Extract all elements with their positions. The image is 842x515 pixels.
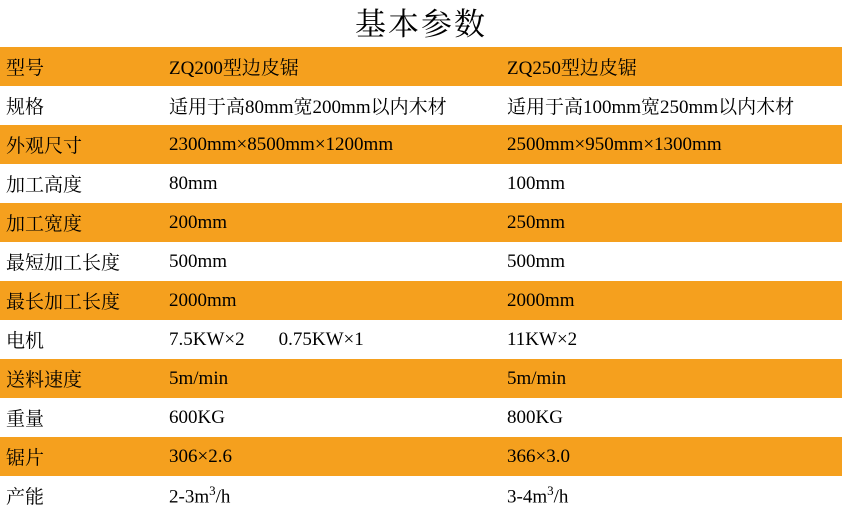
row-label: 最短加工长度 [0,242,163,281]
row-value-model-a [163,476,501,515]
table-row [0,320,842,359]
row-value-model-a [163,320,501,359]
row-value-model-b: 2000mm [501,281,842,320]
capacity-b-main: 3-4m [507,486,548,508]
row-label: 电机 [0,320,163,359]
row-value-model-a: 2300mm×8500mm×1200mm [163,125,501,164]
row-value-model-a: 2000mm [163,281,501,320]
table-row [0,164,842,203]
capacity-a-main: 2-3m [169,486,210,508]
capacity-a-unit: /h [215,486,231,508]
row-label: 加工宽度 [0,203,163,242]
row-value-model-b: 800KG [501,398,842,437]
row-label: 重量 [0,398,163,437]
table-row [0,398,842,437]
capacity-b-exponent: 3 [547,482,554,498]
table-row [0,86,842,125]
table-row [0,281,842,320]
motor-secondary-value: 0.75KW×1 [278,328,364,350]
row-value-model-b: 2500mm×950mm×1300mm [501,125,842,164]
row-label: 型号 [0,47,163,86]
row-value-model-b: 5m/min [501,359,842,398]
row-label: 最长加工长度 [0,281,163,320]
capacity-b-unit: /h [553,486,569,508]
row-value-model-b: 100mm [501,164,842,203]
specifications-table [0,47,842,515]
table-row [0,125,842,164]
row-value-model-b: 366×3.0 [501,437,842,476]
row-value-model-a: 600KG [163,398,501,437]
motor-main-value: 7.5KW×2 [169,328,245,350]
row-label: 外观尺寸 [0,125,163,164]
table-row [0,476,842,515]
page-title: 基本参数 [355,7,487,42]
row-value-model-a: 200mm [163,203,501,242]
capacity-a-exponent: 3 [209,482,216,498]
row-value-model-b: 适用于高100mm宽250mm以内木材 [501,86,842,125]
row-value-model-b: 500mm [501,242,842,281]
row-value-model-b: 250mm [501,203,842,242]
row-label: 加工高度 [0,164,163,203]
row-value-model-a: 500mm [163,242,501,281]
row-value-model-a: 5m/min [163,359,501,398]
row-label: 锯片 [0,437,163,476]
table-row [0,242,842,281]
row-value-model-b: 11KW×2 [501,320,842,359]
table-row [0,359,842,398]
table-row [0,437,842,476]
row-label: 产能 [0,476,163,515]
row-value-model-a: ZQ200型边皮锯 [163,47,501,86]
table-row [0,203,842,242]
table-row [0,47,842,86]
row-value-model-a: 80mm [163,164,501,203]
row-value-model-b: ZQ250型边皮锯 [501,47,842,86]
row-value-model-a: 306×2.6 [163,437,501,476]
row-value-model-a: 适用于高80mm宽200mm以内木材 [163,86,501,125]
row-value-model-b [501,476,842,515]
row-label: 送料速度 [0,359,163,398]
row-label: 规格 [0,86,163,125]
